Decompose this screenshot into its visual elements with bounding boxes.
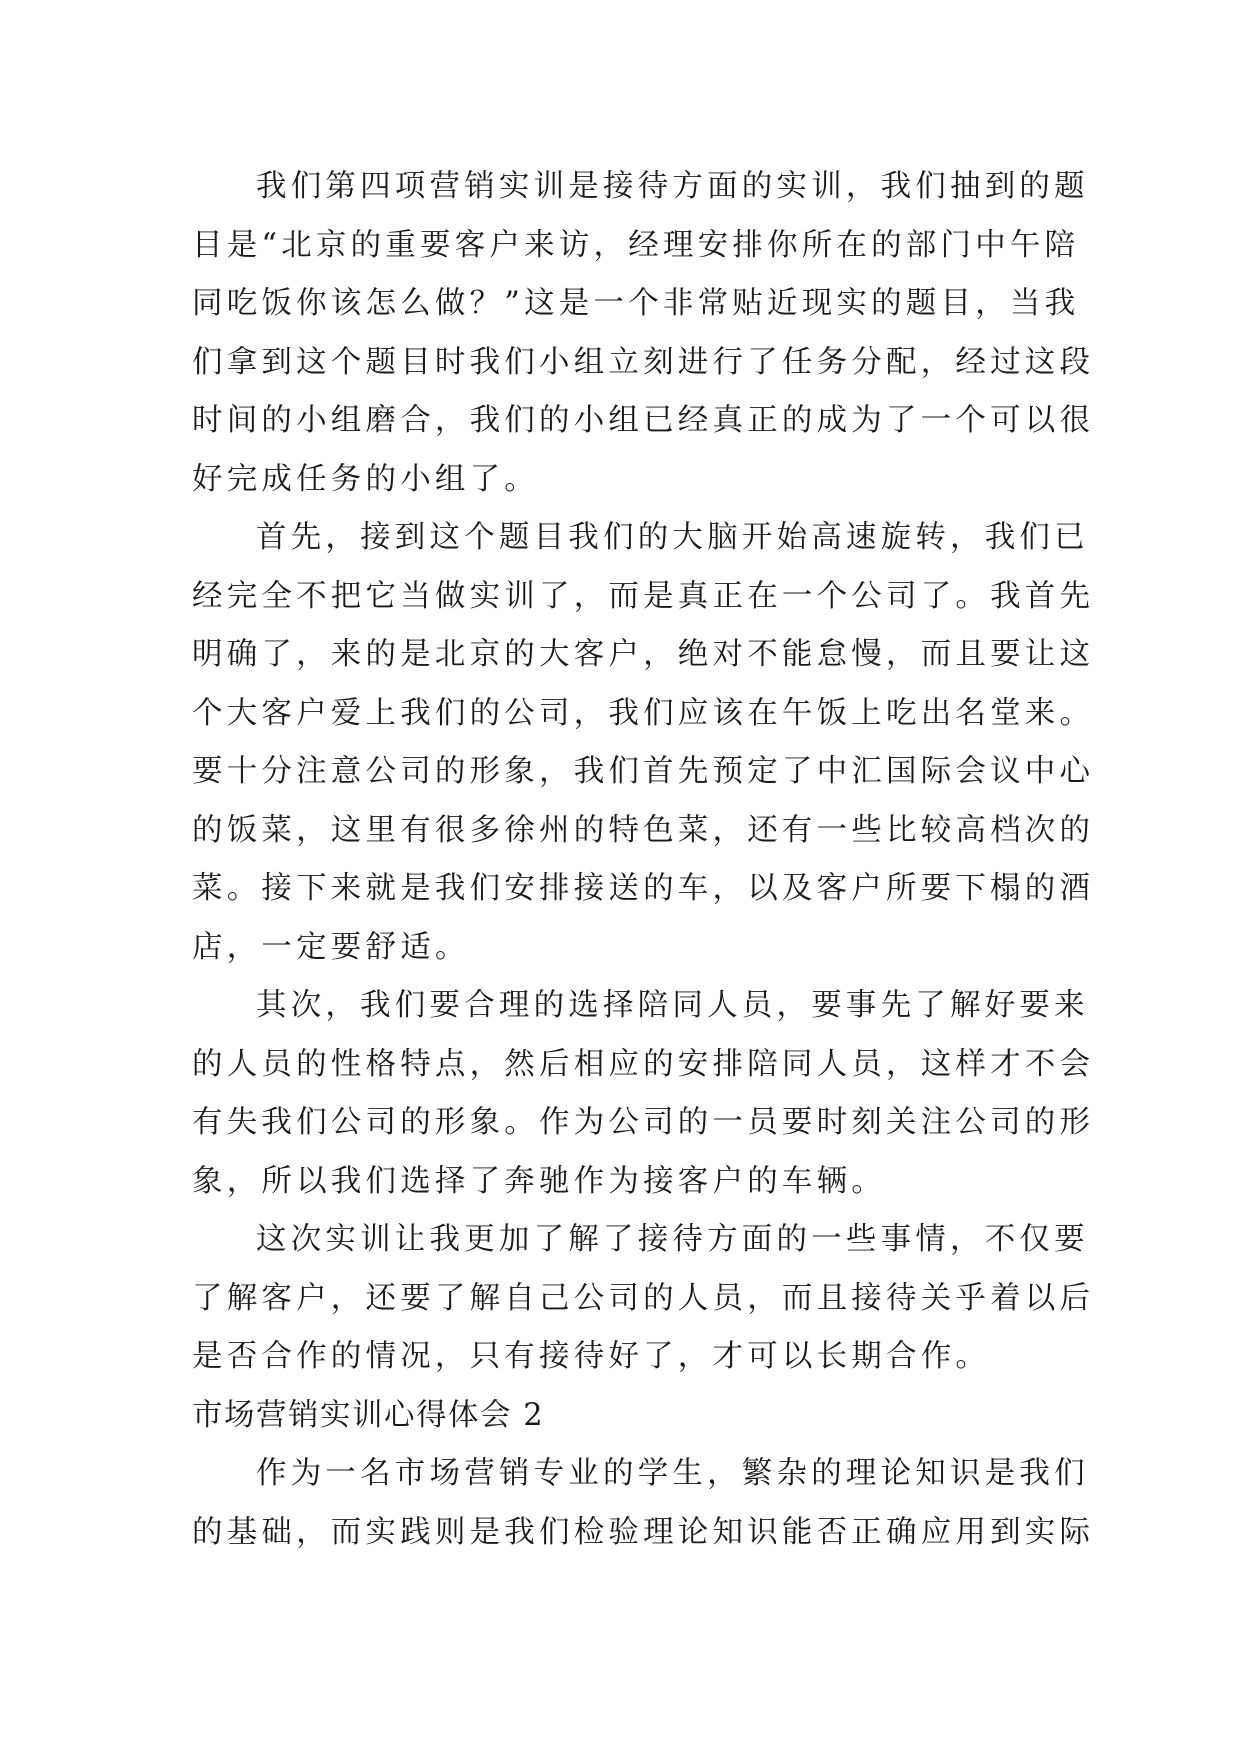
text-line: 我们第四项营销实训是接待方面的实训，我们抽到的题 xyxy=(256,169,1089,204)
text-line: 时间的小组磨合，我们的小组已经真正的成为了一个可以很 xyxy=(192,403,1095,438)
text-line: 的人员的性格特点，然后相应的安排陪同人员，这样才不会 xyxy=(192,1046,1095,1082)
text-line: 是否合作的情况，只有接待好了，才可以长期合作。 xyxy=(192,1339,991,1374)
section-heading: 市场营销实训心得体会 2 xyxy=(192,1397,545,1433)
text-line: 的饭菜，这里有很多徐州的特色菜，还有一些比较高档次的 xyxy=(192,812,1095,848)
text-line: 其次，我们要合理的选择陪同人员，要事先了解好要来 xyxy=(256,988,1089,1023)
text-line: 明确了，来的是北京的大客户，绝对不能怠慢，而且要让这 xyxy=(192,637,1095,672)
text-line: 了解客户，还要了解自己公司的人员，而且接待关乎着以后 xyxy=(192,1280,1095,1316)
text-line: 这次实训让我更加了解了接待方面的一些事情，不仅要 xyxy=(256,1222,1089,1257)
text-line: 目是“北京的重要客户来访，经理安排你所在的部门中午陪 xyxy=(192,227,1080,263)
text-line: 有失我们公司的形象。作为公司的一员要时刻关注公司的形 xyxy=(192,1105,1095,1140)
text-line: 经完全不把它当做实训了，而是真正在一个公司了。我首先 xyxy=(192,578,1095,614)
text-line: 的基础，而实践则是我们检验理论知识能否正确应用到实际 xyxy=(192,1514,1095,1550)
text-line: 作为一名市场营销专业的学生，繁杂的理论知识是我们 xyxy=(256,1456,1089,1491)
text-line: 同吃饭你该怎么做？”这是一个非常贴近现实的题目，当我 xyxy=(192,286,1080,321)
text-line: 菜。接下来就是我们安排接送的车，以及客户所要下榻的酒 xyxy=(192,871,1095,906)
text-line: 好完成任务的小组了。 xyxy=(192,461,539,497)
text-line: 们拿到这个题目时我们小组立刻进行了任务分配，经过这段 xyxy=(192,344,1095,380)
text-line: 首先，接到这个题目我们的大脑开始高速旋转，我们已 xyxy=(256,520,1089,555)
text-line: 店，一定要舒适。 xyxy=(192,929,470,965)
document-body xyxy=(192,158,1095,1562)
text-line: 个大客户爱上我们的公司，我们应该在午饭上吃出名堂来。 xyxy=(192,695,1095,731)
text-line: 象，所以我们选择了奔驰作为接客户的车辆。 xyxy=(192,1163,886,1199)
text-line: 要十分注意公司的形象，我们首先预定了中汇国际会议中心 xyxy=(192,754,1095,789)
